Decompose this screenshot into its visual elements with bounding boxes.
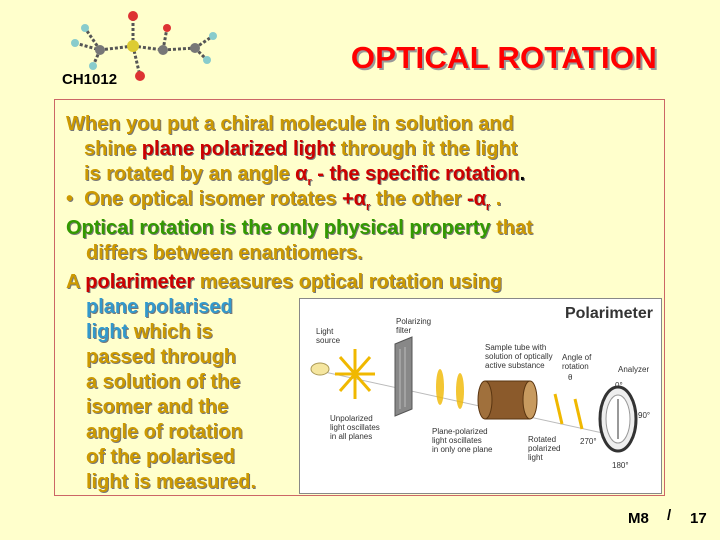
enantiomers-text: that bbox=[490, 217, 533, 239]
label-analyzer: Analyzer bbox=[618, 365, 650, 374]
intro-text: shine bbox=[84, 138, 142, 160]
polarimeter-line-6: isomer and the bbox=[86, 396, 229, 418]
light-highlight: light bbox=[86, 321, 129, 343]
course-code: CH1012 bbox=[62, 71, 118, 88]
label-rotated: Rotated polarized light bbox=[528, 435, 561, 462]
plus-alpha: $+\alpha_r$ bbox=[342, 188, 371, 213]
slide-title: OPTICAL ROTATION bbox=[350, 40, 657, 75]
label-unpolarized: Unpolarized light oscillates in all planes bbox=[330, 414, 380, 441]
polarimeter-title: Polarimeter bbox=[564, 305, 653, 322]
bullet-text: the other bbox=[370, 188, 467, 210]
polarimeter-line-5: a solution of the bbox=[86, 371, 241, 393]
polarimeter-diagram bbox=[299, 298, 662, 494]
specific-rotation-highlight: - the specific rotation bbox=[311, 163, 520, 185]
polarimeter-line-2: plane polarised bbox=[86, 296, 233, 318]
polarimeter-line-9: light is measured. bbox=[86, 471, 257, 493]
enantiomers-text: Optical rotation is the bbox=[66, 217, 278, 239]
plane-polarized-wave-icon bbox=[436, 369, 464, 409]
label-deg90: 90° bbox=[638, 411, 651, 420]
label-theta: θ bbox=[568, 373, 573, 382]
paragraph-enantiomers bbox=[66, 216, 656, 266]
footer-page-number: 17 bbox=[690, 510, 707, 527]
bullet-text: . bbox=[490, 188, 502, 210]
minus-alpha: $-\alpha_r$ bbox=[466, 188, 491, 213]
alpha-symbol: $\alpha_r$ bbox=[295, 163, 312, 188]
polarimeter-text: A bbox=[66, 271, 86, 293]
label-deg180: 180° bbox=[612, 461, 629, 470]
intro-line-1: When you put a chiral molecule in solution and bbox=[66, 113, 514, 135]
label-polarizing-filter: Polarizing filter bbox=[396, 317, 432, 335]
polarimeter-line-4: passed through bbox=[86, 346, 237, 368]
polarimeter-illustration bbox=[300, 299, 661, 493]
polarimeter-line-8: of the polarised bbox=[86, 446, 235, 468]
polarizing-filter-icon bbox=[395, 337, 412, 416]
paragraph-intro bbox=[66, 112, 656, 195]
label-deg270: 270° bbox=[580, 437, 597, 446]
intro-text: is rotated by an angle bbox=[84, 163, 296, 185]
intro-line-2 bbox=[66, 137, 656, 162]
label-plane-polarized: Plane-polarized light oscillates in only one plane bbox=[432, 427, 493, 454]
sample-tube-icon bbox=[478, 381, 537, 419]
polarimeter-highlight: polarimeter bbox=[85, 271, 195, 293]
polarimeter-text: measures optical rotation using bbox=[194, 271, 503, 293]
period: . bbox=[519, 163, 526, 185]
label-light-source: Light source bbox=[316, 327, 341, 345]
intro-text: through it the light bbox=[335, 138, 518, 160]
light-source-icon bbox=[311, 363, 329, 375]
footer-module: M8 bbox=[628, 510, 649, 527]
polarimeter-line-7: angle of rotation bbox=[86, 421, 243, 443]
label-deg0: 0° bbox=[615, 381, 623, 390]
unpolarized-light-icon bbox=[335, 349, 375, 399]
enantiomers-line-1 bbox=[66, 216, 656, 241]
enantiomers-line-2: differs between enantiomers. bbox=[86, 242, 363, 264]
bullet-text: One optical isomer rotates bbox=[84, 188, 342, 210]
footer-separator: / bbox=[667, 507, 672, 524]
analyzer-dial-icon bbox=[600, 387, 636, 451]
label-sample-tube: Sample tube with solution of optically active substance bbox=[485, 343, 553, 370]
label-angle-of-rotation: Angle of rotation bbox=[562, 353, 592, 371]
plane-polarized-highlight: plane polarized light bbox=[141, 138, 336, 160]
polarimeter-line-1 bbox=[66, 270, 656, 295]
physical-property-highlight: only physical property bbox=[277, 217, 491, 239]
polarimeter-text: which is bbox=[128, 321, 213, 343]
bullet-mark: • bbox=[66, 188, 74, 210]
